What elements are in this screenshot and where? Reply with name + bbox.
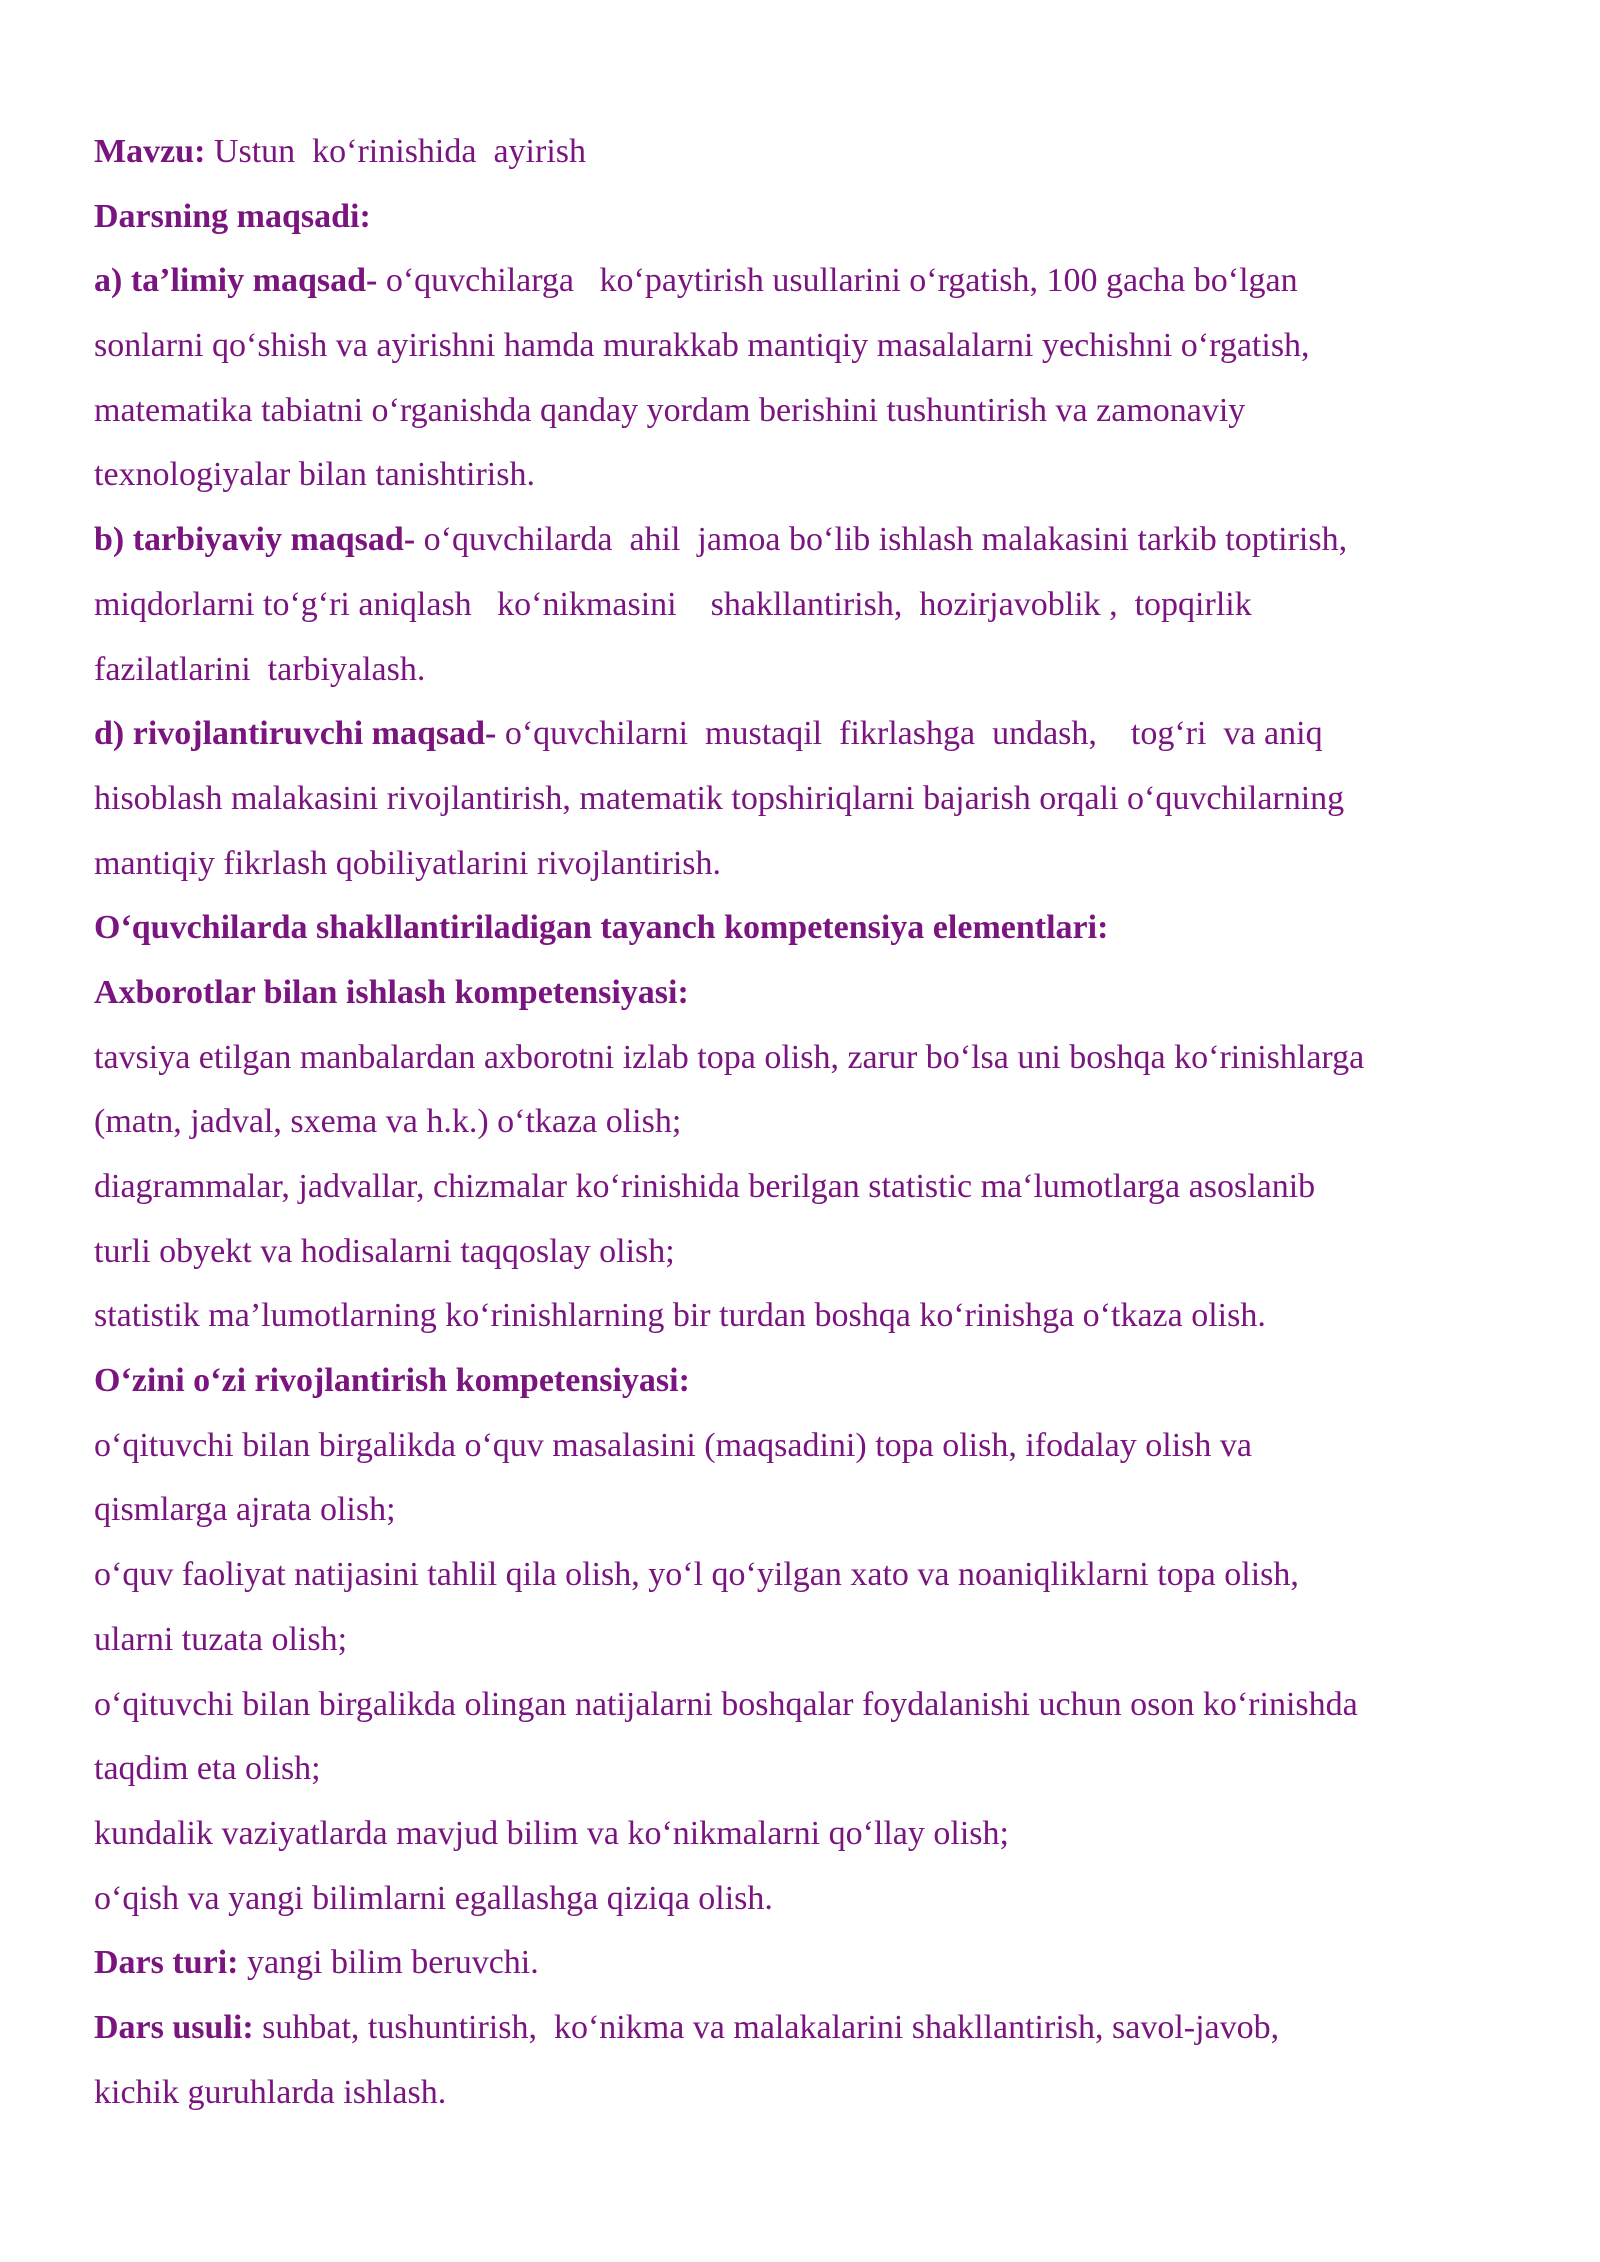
dars-turi-text: yangi bilim beruvchi. — [238, 1944, 539, 1982]
tarbiyaviy-line-3: fazilatlarini tarbiyalash. — [94, 650, 426, 688]
dars-turi-line — [94, 1935, 1514, 2000]
maqsad-heading: Darsning maqsadi: — [94, 197, 371, 235]
axborot-line: turli obyekt va hodisalarni taqqoslay olish; — [94, 1232, 675, 1270]
talimiy-line-1 — [94, 253, 1514, 318]
rivojlantiruvchi-line-2: hisoblash malakasini rivojlantirish, matematik topshiriqlarni bajarish orqali oʻquvchilarning — [94, 779, 1345, 817]
document-page — [94, 124, 1514, 2129]
rivojlantiruvchi-line-1 — [94, 706, 1514, 771]
ozini-line: oʻqituvchi bilan birgalikda olingan natijalarni boshqalar foydalanishi uchun oson koʻrinishda — [94, 1685, 1358, 1723]
ozini-line: oʻquv faoliyat natijasini tahlil qila olish, yoʻl qoʻyilgan xato va noaniqliklarni topa olish, — [94, 1556, 1299, 1594]
kompetensiya-heading: Oʻquvchilarda shakllantiriladigan tayanch kompetensiya elementlari: — [94, 909, 1109, 947]
talimiy-line-4: texnologiyalar bilan tanishtirish. — [94, 456, 535, 494]
ozini-line: ularni tuzata olish; — [94, 1620, 348, 1658]
axborot-line: statistik ma’lumotlarning koʻrinishlarning bir turdan boshqa koʻrinishga oʻtkaza olish. — [94, 1297, 1266, 1335]
axborot-line: diagrammalar, jadvallar, chizmalar koʻrinishida berilgan statistic maʻlumotlarga asoslanib — [94, 1168, 1316, 1205]
talimiy-text-1: oʻquvchilarga koʻpaytirish usullarini oʻrgatish, 100 gacha boʻlgan — [377, 262, 1298, 300]
talimiy-label: a) ta’limiy maqsad- — [94, 262, 378, 300]
dars-turi-label: Dars turi: — [94, 1944, 239, 1982]
axborot-line: tavsiya etilgan manbalardan axborotni izlab topa olish, zarur boʻlsa uni boshqa koʻrinishlarga — [94, 1038, 1365, 1076]
rivojlantiruvchi-label: d) rivojlantiruvchi maqsad- — [94, 715, 497, 753]
talimiy-line-2: sonlarni qoʻshish va ayirishni hamda murakkab mantiqiy masalalarni yechishni oʻrgatish, — [94, 327, 1310, 365]
mavzu-line — [94, 124, 1514, 189]
dars-usuli-line-1 — [94, 2000, 1514, 2065]
tarbiyaviy-text-1: oʻquvchilarda ahil jamoa boʻlib ishlash malakasini tarkib toptirish, — [415, 521, 1348, 559]
ozini-heading: Oʻzini oʻzi rivojlantirish kompetensiyasi: — [94, 1362, 690, 1400]
rivojlantiruvchi-line-3: mantiqiy fikrlash qobiliyatlarini rivojlantirish. — [94, 844, 722, 882]
ozini-line: taqdim eta olish; — [94, 1750, 321, 1788]
ozini-line: oʻqituvchi bilan birgalikda oʻquv masalasini (maqsadini) topa olish, ifodalay olish va — [94, 1426, 1252, 1464]
dars-usuli-label: Dars usuli: — [94, 2008, 254, 2046]
tarbiyaviy-line-1 — [94, 512, 1514, 577]
axborot-line: (matn, jadval, sxema va h.k.) oʻtkaza olish; — [94, 1103, 682, 1141]
axborot-heading: Axborotlar bilan ishlash kompetensiyasi: — [94, 973, 689, 1011]
tarbiyaviy-line-2: miqdorlarni toʻgʻri aniqlash koʻnikmasini shakllantirish, hozirjavoblik , topqirlik — [94, 585, 1252, 623]
tarbiyaviy-label: b) tarbiyaviy maqsad- — [94, 521, 416, 559]
dars-usuli-line-2: kichik guruhlarda ishlash. — [94, 2073, 447, 2111]
dars-usuli-text-1: suhbat, tushuntirish, koʻnikma va malakalarini shakllantirish, savol-javob, — [253, 2008, 1280, 2046]
mavzu-text: Ustun koʻrinishida ayirish — [205, 133, 586, 170]
ozini-line: qismlarga ajrata olish; — [94, 1491, 396, 1529]
ozini-line: oʻqish va yangi bilimlarni egallashga qiziqa olish. — [94, 1879, 773, 1917]
talimiy-line-3: matematika tabiatni oʻrganishda qanday yordam berishini tushuntirish va zamonaviy — [94, 391, 1246, 429]
rivojlantiruvchi-text-1: oʻquvchilarni mustaqil fikrlashga undash, togʻri va aniq — [496, 715, 1323, 753]
mavzu-label: Mavzu: — [94, 133, 206, 170]
ozini-line: kundalik vaziyatlarda mavjud bilim va koʻnikmalarni qoʻllay olish; — [94, 1814, 1009, 1852]
